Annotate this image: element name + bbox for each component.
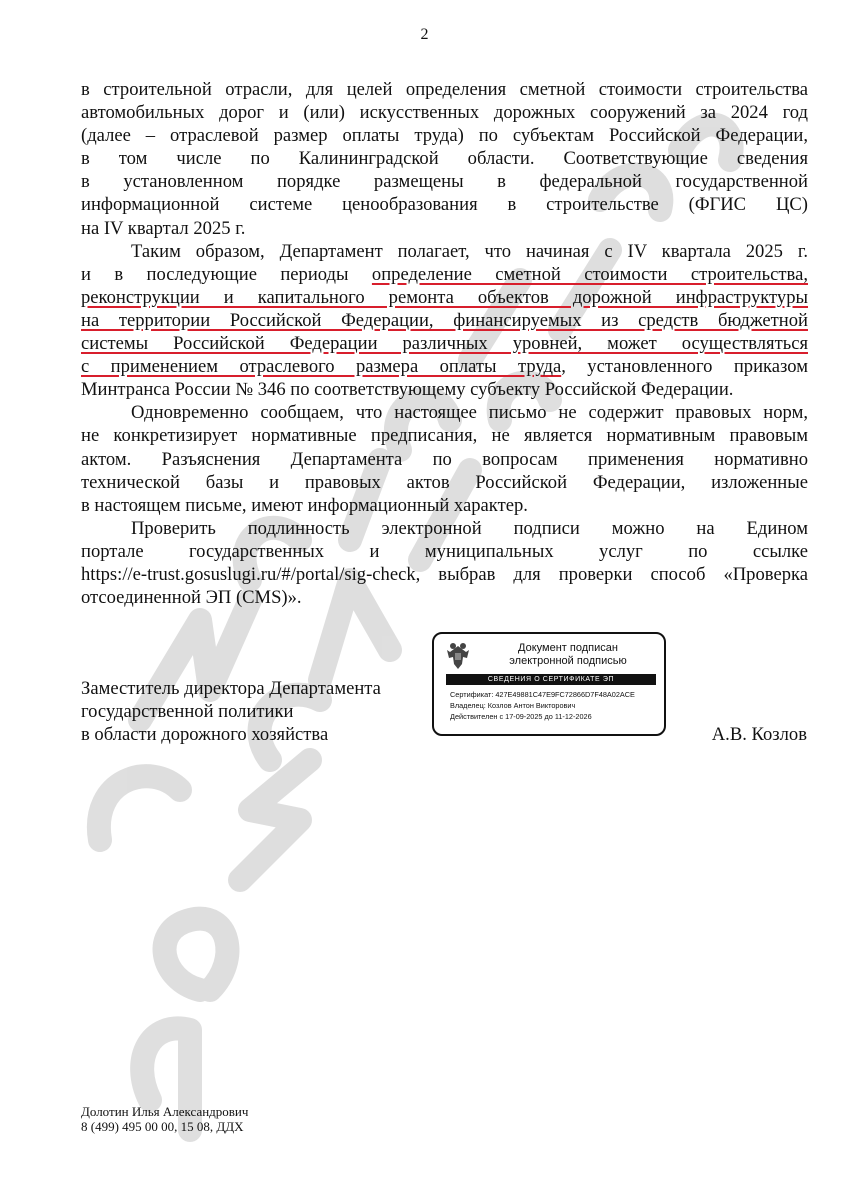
text-line [81,263,808,286]
certificate-details [450,689,635,722]
text-line [81,355,808,378]
text-line: технической базы и правовых актов Российской Федерации, изложенные [81,471,808,493]
text-line: (далее – отраслевой размер оплаты труда) по субъектам Российской Федерации, [81,125,808,147]
certificate-number: Сертификат: 427E49881C47E9FC72866D7F48A02ACE [450,690,635,699]
highlighted-text: на территории Российской Федерации, финансируемых из средств бюджетной [81,309,808,331]
text-line: актом. Разъяснения Департамента по вопросам применения нормативно [81,448,808,470]
text-fragment: и в последующие периоды [81,263,372,285]
text-line: в настоящем письме, имеют информационный характер. [81,494,528,516]
signature-check-link[interactable]: https://e-trust.gosuslugi.ru/#/portal/sig-check, выбрав для проверки способ «Проверка [81,563,808,585]
stamp-title-line: Документ подписан [518,642,618,654]
certificate-owner: Владелец: Козлов Антон Викторович [450,701,576,710]
text-line: отсоединенной ЭП (CMS)». [81,587,302,609]
text-line: Проверить подлинность электронной подписи можно на Едином [131,517,808,539]
text-line: не конкретизирует нормативные предписания, не является нормативным правовым [81,425,808,447]
certificate-validity: Действителен с 17-09-2025 до 11-12-2026 [450,712,592,721]
paragraph-2 [81,240,808,402]
text-line: на IV квартал 2025 г. [81,217,246,239]
stamp-title [478,642,658,668]
highlighted-text: с применением отраслевого размера оплаты труда [81,356,562,378]
text-line: автомобильных дорог и (или) искусственных дорожных сооружений за 2024 год [81,102,808,124]
stamp-title-line: электронной подписью [509,655,627,667]
text-line: информационной системе ценообразования в строительстве (ФГИС ЦС) [81,194,808,216]
page-number: 2 [420,26,429,43]
text-line: Таким образом, Департамент полагает, что начиная с IV квартала 2025 г. [131,240,808,262]
text-line: в том числе по Калининградской области. Соответствующие сведения [81,148,808,170]
text-line: в строительной отрасли, для целей определения сметной стоимости строительства [81,79,808,100]
highlighted-text: определение сметной стоимости строительства, [371,263,808,285]
paragraph-4 [81,517,808,609]
highlighted-text: системы Российской Федерации различных уровней, может осуществляться [81,333,808,355]
signatory-position [81,677,381,746]
position-line: в области дорожного хозяйства [81,724,329,746]
highlighted-text: реконструкции и капитального ремонта объектов дорожной инфраструктуры [81,286,808,308]
position-line: Заместитель директора Департамента [81,678,381,699]
text-line: в установленном порядке размещены в федеральной государственной [81,171,808,193]
signatory-name: А.В. Козлов [711,724,807,745]
certificate-info-bar: СВЕДЕНИЯ О СЕРТИФИКАТЕ ЭП [446,674,656,685]
executor-info [81,1104,248,1134]
executor-name: Долотин Илья Александрович [81,1104,249,1119]
paragraph-1 [81,78,808,240]
position-line: государственной политики [81,701,294,723]
electronic-signature-stamp [432,632,666,736]
paragraph-3 [81,401,808,516]
coat-of-arms-icon [444,640,472,672]
text-line: портале государственных и муниципальных услуг по ссылке [81,540,808,562]
letter-body [81,78,808,609]
text-fragment: , установленного приказом [561,356,808,378]
executor-phone: 8 (499) 495 00 00, 15 08, ДДХ [81,1119,244,1134]
text-line: Минтранса России № 346 по соответствующему субъекту Российской Федерации. [81,379,734,401]
text-line: Одновременно сообщаем, что настоящее письмо не содержит правовых норм, [131,402,808,424]
